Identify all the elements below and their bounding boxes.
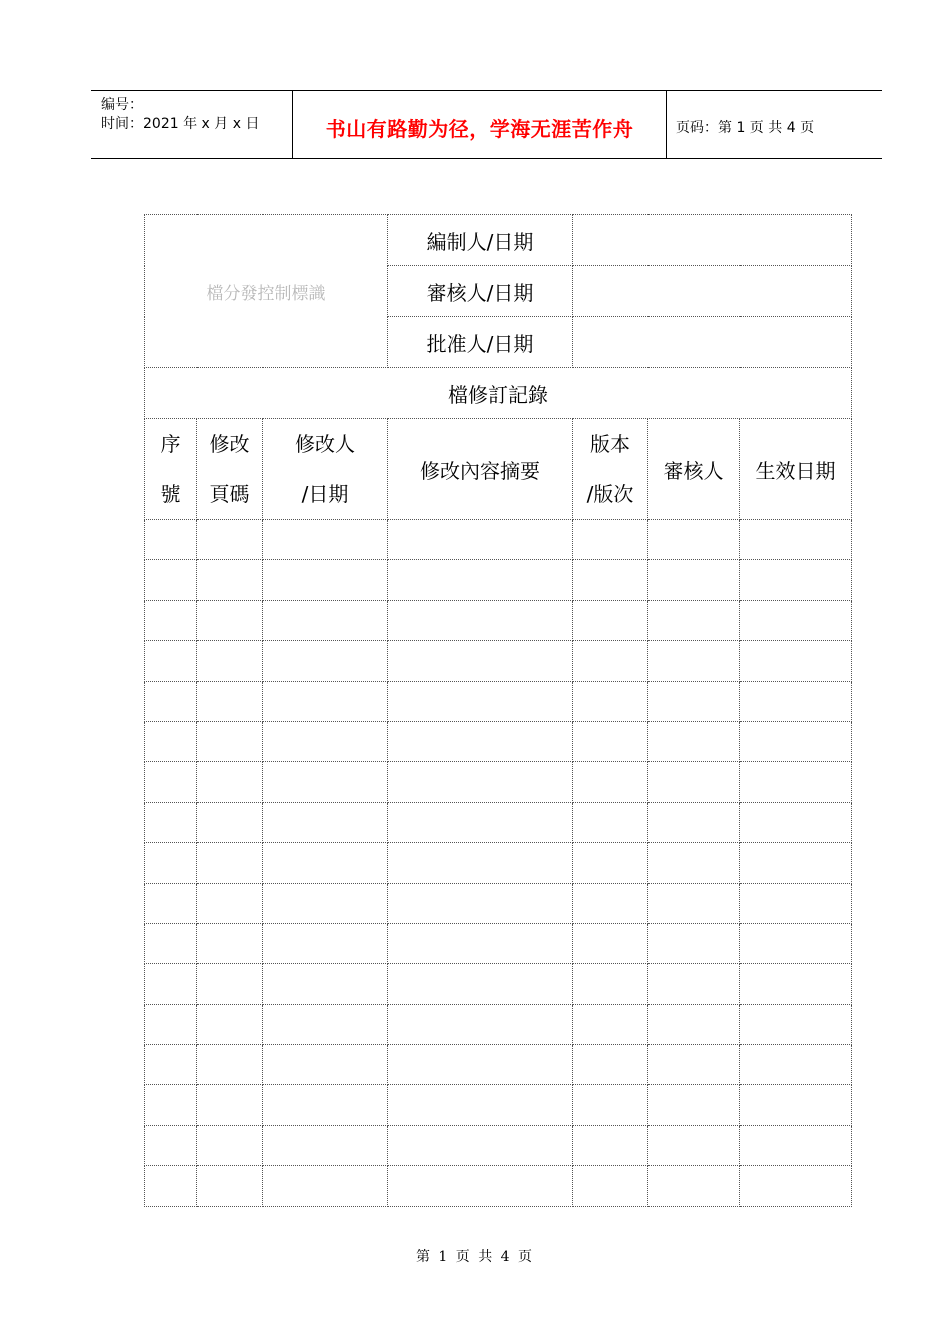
table-cell[interactable] — [197, 600, 263, 640]
table-cell[interactable] — [263, 1166, 388, 1206]
table-row — [145, 843, 852, 883]
table-cell[interactable] — [197, 1004, 263, 1044]
table-cell[interactable] — [197, 1166, 263, 1206]
table-cell[interactable] — [197, 681, 263, 721]
table-row — [145, 1045, 852, 1085]
column-header-line: 頁碼 — [209, 482, 250, 506]
table-cell[interactable] — [197, 762, 263, 802]
table-cell[interactable] — [648, 883, 740, 923]
table-cell[interactable] — [263, 560, 388, 600]
table-row — [145, 1166, 852, 1206]
table-cell[interactable] — [388, 762, 573, 802]
table-cell[interactable] — [573, 1125, 648, 1165]
table-cell[interactable] — [197, 520, 263, 560]
table-cell[interactable] — [388, 1045, 573, 1085]
table-row — [145, 721, 852, 761]
table-cell[interactable] — [145, 762, 197, 802]
table-row — [145, 520, 852, 560]
role-value-reviewer[interactable] — [573, 266, 852, 317]
table-cell[interactable] — [197, 641, 263, 681]
table-cell[interactable] — [197, 1125, 263, 1165]
table-cell[interactable] — [573, 721, 648, 761]
table-cell[interactable] — [145, 600, 197, 640]
table-cell[interactable] — [197, 721, 263, 761]
table-cell[interactable] — [648, 762, 740, 802]
table-cell[interactable] — [573, 802, 648, 842]
table-cell[interactable] — [388, 964, 573, 1004]
table-cell[interactable] — [740, 1166, 852, 1206]
table-cell[interactable] — [263, 641, 388, 681]
table-cell[interactable] — [573, 964, 648, 1004]
table-cell[interactable] — [740, 762, 852, 802]
table-cell[interactable] — [145, 964, 197, 1004]
table-row — [145, 641, 852, 681]
table-cell[interactable] — [740, 802, 852, 842]
table-cell[interactable] — [740, 641, 852, 681]
role-label-compiler: 編制人/日期 — [388, 215, 573, 266]
table-cell[interactable] — [197, 843, 263, 883]
table-cell[interactable] — [740, 1085, 852, 1125]
table-cell[interactable] — [145, 721, 197, 761]
table-cell[interactable] — [145, 802, 197, 842]
table-cell[interactable] — [263, 1125, 388, 1165]
table-cell[interactable] — [145, 923, 197, 963]
table-cell[interactable] — [145, 883, 197, 923]
column-header-row — [145, 419, 852, 520]
role-value-compiler[interactable] — [573, 215, 852, 266]
table-cell[interactable] — [648, 560, 740, 600]
table-cell[interactable] — [197, 883, 263, 923]
table-cell[interactable] — [388, 520, 573, 560]
table-row — [145, 1004, 852, 1044]
table-cell[interactable] — [740, 1045, 852, 1085]
motto-text: 书山有路勤为径，学海无涯苦作舟 — [325, 117, 634, 141]
table-cell[interactable] — [740, 1004, 852, 1044]
table-cell[interactable] — [573, 600, 648, 640]
table-cell[interactable] — [145, 1166, 197, 1206]
table-row — [145, 560, 852, 600]
table-cell[interactable] — [145, 1045, 197, 1085]
table-row — [145, 964, 852, 1004]
table-cell[interactable] — [740, 560, 852, 600]
table-row — [145, 923, 852, 963]
table-cell[interactable] — [197, 802, 263, 842]
table-cell[interactable] — [263, 843, 388, 883]
table-cell[interactable] — [145, 1085, 197, 1125]
table-cell[interactable] — [145, 641, 197, 681]
table-cell[interactable] — [573, 923, 648, 963]
footer-page-number: 第 1 页 共 4 页 — [415, 1249, 535, 1265]
column-header-line: 序 — [160, 432, 181, 456]
table-row — [145, 681, 852, 721]
table-cell[interactable] — [740, 520, 852, 560]
table-row — [145, 1085, 852, 1125]
role-value-approver[interactable] — [573, 317, 852, 368]
table-cell[interactable] — [263, 600, 388, 640]
table-cell[interactable] — [388, 600, 573, 640]
table-cell[interactable] — [648, 802, 740, 842]
table-cell[interactable] — [263, 762, 388, 802]
table-cell[interactable] — [263, 721, 388, 761]
control-mark-watermark: 檔分發控制標識 — [206, 283, 326, 304]
column-header-line: 版本 — [590, 432, 630, 456]
table-cell[interactable] — [263, 1004, 388, 1044]
table-cell[interactable] — [573, 641, 648, 681]
table-cell[interactable] — [388, 681, 573, 721]
table-cell[interactable] — [145, 681, 197, 721]
table-cell[interactable] — [740, 721, 852, 761]
control-mark-cell — [145, 215, 388, 368]
table-cell[interactable] — [388, 1004, 573, 1044]
table-cell[interactable] — [263, 1085, 388, 1125]
table-cell[interactable] — [573, 681, 648, 721]
header-center-cell — [292, 91, 667, 158]
table-cell[interactable] — [648, 1166, 740, 1206]
table-cell[interactable] — [648, 721, 740, 761]
table-cell[interactable] — [573, 1045, 648, 1085]
table-cell[interactable] — [740, 1125, 852, 1165]
table-cell[interactable] — [388, 883, 573, 923]
column-header-modifier — [263, 419, 388, 520]
revision-rows — [145, 520, 852, 1207]
table-cell[interactable] — [740, 600, 852, 640]
table-cell[interactable] — [388, 721, 573, 761]
table-cell[interactable] — [740, 681, 852, 721]
table-cell[interactable] — [388, 802, 573, 842]
table-row — [145, 762, 852, 802]
table-cell[interactable] — [648, 1085, 740, 1125]
table-cell[interactable] — [263, 964, 388, 1004]
column-header-effective-date: 生效日期 — [740, 419, 852, 520]
table-cell[interactable] — [648, 923, 740, 963]
column-header-seq — [145, 419, 197, 520]
table-cell[interactable] — [145, 1004, 197, 1044]
table-cell[interactable] — [648, 964, 740, 1004]
table-cell[interactable] — [648, 1045, 740, 1085]
table-cell[interactable] — [263, 883, 388, 923]
revision-form-table — [144, 214, 852, 1207]
table-cell[interactable] — [197, 964, 263, 1004]
table-cell[interactable] — [740, 923, 852, 963]
table-row — [145, 802, 852, 842]
table-cell[interactable] — [740, 964, 852, 1004]
column-header-line: 號 — [160, 482, 181, 506]
column-header-summary: 修改內容摘要 — [388, 419, 573, 520]
table-cell[interactable] — [263, 1045, 388, 1085]
table-row — [145, 1125, 852, 1165]
table-cell[interactable] — [573, 560, 648, 600]
table-cell[interactable] — [648, 641, 740, 681]
table-cell[interactable] — [648, 600, 740, 640]
number-label: 编号： — [101, 97, 143, 113]
column-header-version — [573, 419, 648, 520]
table-row — [145, 883, 852, 923]
table-cell[interactable] — [648, 681, 740, 721]
table-cell[interactable] — [573, 883, 648, 923]
table-cell[interactable] — [145, 1125, 197, 1165]
table-row — [145, 600, 852, 640]
role-label-approver: 批准人/日期 — [388, 317, 573, 368]
table-cell[interactable] — [388, 560, 573, 600]
table-cell[interactable] — [573, 520, 648, 560]
time-label: 时间：2021 年 x 月 x 日 — [101, 116, 260, 132]
document-header — [91, 90, 882, 159]
table-cell[interactable] — [145, 520, 197, 560]
table-cell[interactable] — [263, 802, 388, 842]
role-label-reviewer: 審核人/日期 — [388, 266, 573, 317]
table-cell[interactable] — [648, 1125, 740, 1165]
column-header-line: /版次 — [586, 482, 634, 506]
column-header-page — [197, 419, 263, 520]
header-right-cell — [666, 91, 882, 158]
header-left-cell — [91, 91, 292, 158]
revision-record-title: 檔修訂記錄 — [145, 368, 852, 419]
column-header-line: 修改 — [209, 432, 250, 456]
table-cell[interactable] — [388, 1166, 573, 1206]
table-cell[interactable] — [573, 1085, 648, 1125]
table-cell[interactable] — [573, 1166, 648, 1206]
table-cell[interactable] — [197, 1045, 263, 1085]
column-header-reviewer: 審核人 — [648, 419, 740, 520]
table-cell[interactable] — [573, 1004, 648, 1044]
column-header-line: /日期 — [301, 482, 349, 506]
table-cell[interactable] — [648, 520, 740, 560]
table-cell[interactable] — [388, 843, 573, 883]
table-cell[interactable] — [388, 641, 573, 681]
table-cell[interactable] — [388, 1125, 573, 1165]
table-cell[interactable] — [648, 1004, 740, 1044]
page-info: 页码：第 1 页 共 4 页 — [676, 120, 815, 136]
table-cell[interactable] — [388, 1085, 573, 1125]
table-cell[interactable] — [573, 762, 648, 802]
table-cell[interactable] — [573, 843, 648, 883]
table-cell[interactable] — [197, 1085, 263, 1125]
table-cell[interactable] — [263, 923, 388, 963]
table-cell[interactable] — [648, 843, 740, 883]
table-cell[interactable] — [145, 843, 197, 883]
table-cell[interactable] — [388, 923, 573, 963]
table-cell[interactable] — [263, 681, 388, 721]
column-header-line: 修改人 — [295, 432, 355, 456]
table-cell[interactable] — [145, 560, 197, 600]
table-cell[interactable] — [197, 560, 263, 600]
table-cell[interactable] — [197, 923, 263, 963]
table-cell[interactable] — [263, 520, 388, 560]
table-cell[interactable] — [740, 883, 852, 923]
table-cell[interactable] — [740, 843, 852, 883]
